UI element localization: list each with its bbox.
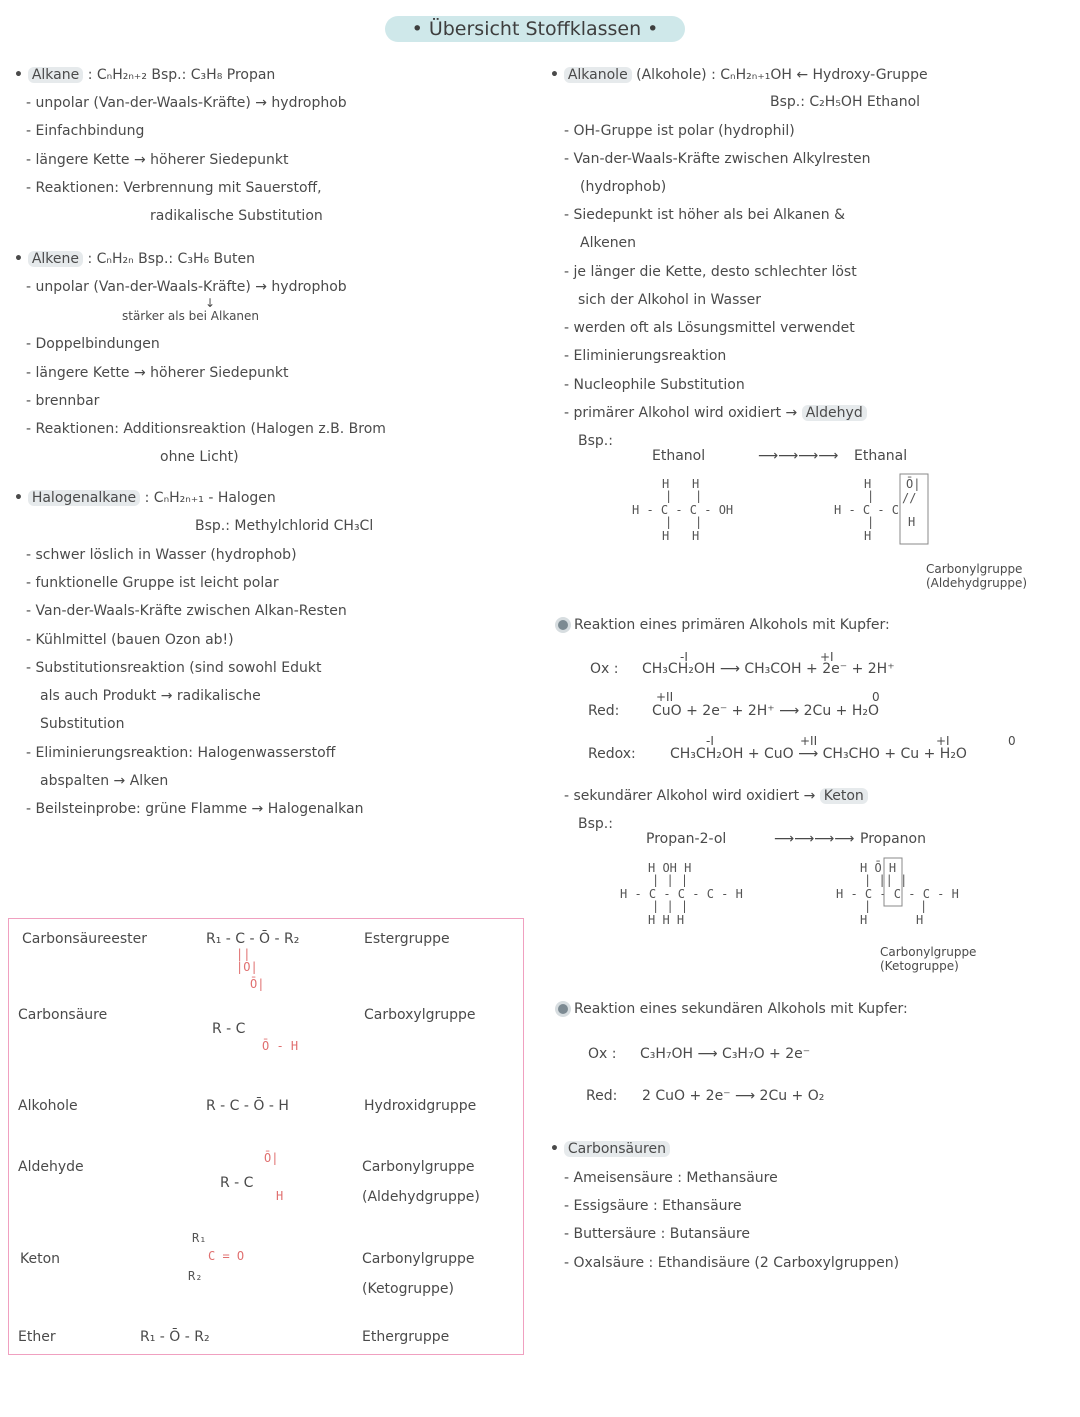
ethanol-structure <box>630 472 750 552</box>
alkane-line-5: radikalische Substitution <box>150 208 323 224</box>
svg-text:H: H <box>864 529 872 543</box>
row-aldehyde-group: Carbonylgruppe <box>362 1159 475 1175</box>
svg-text:H: H <box>692 529 700 543</box>
alkanole-heading-row: • Alkanole (Alkohole) : CₙH₂ₙ₊₁OH ← Hydroxy-Gruppe <box>550 67 928 83</box>
reaction2-heading: Reaktion eines sekundären Alkohols mit Kupfer: <box>558 1000 908 1018</box>
row-keton-group-sub: (Ketogruppe) <box>362 1281 454 1297</box>
row-ester-double-o: || |O| <box>236 947 258 974</box>
alkene-formula: : CₙH₂ₙ Bsp.: C₃H₆ Buten <box>87 251 255 267</box>
halogen-example: Bsp.: Methylchlorid CH₃Cl <box>195 518 374 534</box>
halogen-line-2: - funktionelle Gruppe ist leicht polar <box>26 575 279 591</box>
acids-heading-row: • Carbonsäuren <box>550 1140 670 1158</box>
row-keton-group: Carbonylgruppe <box>362 1251 475 1267</box>
svg-text:H - C - C - C - H: H - C - C - C - H <box>620 887 743 901</box>
alkane-line-1: - unpolar (Van-der-Waals-Kräfte) → hydrophob <box>26 95 347 111</box>
alkene-heading: Alkene <box>28 251 83 267</box>
reaction1-heading: Reaktion eines primären Alkohols mit Kupfer: <box>558 616 890 634</box>
alkanole-primary-product: Aldehyd <box>802 405 867 421</box>
alkene-line-4: - längere Kette → höherer Siedepunkt <box>26 365 289 381</box>
alkane-line-4: - Reaktionen: Verbrennung mit Sauerstoff, <box>26 180 322 196</box>
alkene-line-1: - unpolar (Van-der-Waals-Kräfte) → hydrophob <box>26 279 347 295</box>
row-acid-name: Carbonsäure <box>18 1007 108 1023</box>
alkane-formula: : CₙH₂ₙ₊₂ Bsp.: C₃H₈ Propan <box>87 67 276 83</box>
svg-text://: // <box>902 491 917 505</box>
secondary-text: - sekundärer Alkohol wird oxidiert → <box>564 788 816 804</box>
secondary-arrow: ⟶⟶⟶⟶ <box>774 831 855 847</box>
svg-text:H: H <box>662 477 670 491</box>
alkane-line-3: - längere Kette → höherer Siedepunkt <box>26 152 289 168</box>
ethanol-label: Ethanol <box>652 448 706 464</box>
row-aldehyde-group-sub: (Aldehydgruppe) <box>362 1189 480 1205</box>
svg-text:| | |: | | | <box>652 873 689 887</box>
halogen-line-6: als auch Produkt → radikalische <box>40 688 261 704</box>
reaction1-red: CuO + 2e⁻ + 2H⁺ ⟶ 2Cu + H₂O <box>652 703 879 719</box>
row-aldehyde-top: Ō| <box>264 1151 279 1165</box>
alkane-heading: Alkane <box>28 67 83 83</box>
secondary-bsp: Bsp.: <box>578 816 613 832</box>
reaction1-oxnum-3: +II <box>656 690 674 704</box>
svg-text:H - C - C - OH: H - C - C - OH <box>632 503 734 517</box>
row-acid-bottom: Ō - H <box>262 1039 299 1053</box>
alkene-line-2: stärker als bei Alkanen <box>122 309 260 323</box>
alkene-line-6: - Reaktionen: Additionsreaktion (Halogen z.B. Brom <box>26 421 386 437</box>
row-alcohol-formula: R - C - Ō - H <box>206 1098 289 1114</box>
propan-2-ol-label: Propan-2-ol <box>646 831 727 847</box>
ethanal-carbonyl-note: Carbonylgruppe <box>926 562 1023 576</box>
reaction1-redox-label: Redox: <box>588 746 636 762</box>
row-ether-group: Ethergruppe <box>362 1329 450 1345</box>
halogen-line-9: abspalten → Alken <box>40 773 169 789</box>
propan-2-ol-structure <box>618 856 758 936</box>
svg-text:| || |: | || | <box>864 873 908 887</box>
svg-text:H H H: H H H <box>648 913 685 927</box>
alkene-heading-row: • Alkene : CₙH₂ₙ Bsp.: C₃H₆ Buten <box>14 251 255 267</box>
svg-text:H: H <box>860 913 868 927</box>
svg-text:H: H <box>916 913 924 927</box>
alkanole-heading: Alkanole <box>564 67 632 83</box>
alkanole-line-3: (hydrophob) <box>580 179 667 195</box>
reaction1-ox-label: Ox : <box>590 661 619 677</box>
reaction1-oxnum-8: 0 <box>1008 734 1016 748</box>
reaction1-red-label: Red: <box>588 703 620 719</box>
acids-item-2: - Essigsäure : Ethansäure <box>564 1198 742 1214</box>
reaction1-oxnum-4: 0 <box>872 690 880 704</box>
svg-text:H: H <box>662 529 670 543</box>
alkanole-line-2: - Van-der-Waals-Kräfte zwischen Alkylresten <box>564 151 871 167</box>
svg-text:Ō|: Ō| <box>906 477 921 491</box>
halogen-line-4: - Kühlmittel (bauen Ozon ab!) <box>26 632 234 648</box>
svg-text:H: H <box>908 515 916 529</box>
propanon-label: Propanon <box>860 831 926 847</box>
svg-text:| | |: | | | <box>652 899 689 913</box>
alkanole-line-8: - werden oft als Lösungsmittel verwendet <box>564 320 855 336</box>
alkanole-primary: - primärer Alkohol wird oxidiert → <box>564 405 798 421</box>
svg-text:H: H <box>864 477 872 491</box>
row-ester-group: Estergruppe <box>364 931 450 947</box>
svg-text:H OH H: H OH H <box>648 861 692 875</box>
alkene-line-3: - Doppelbindungen <box>26 336 160 352</box>
ethanal-structure <box>832 472 932 552</box>
row-aldehyde-name: Aldehyde <box>18 1159 84 1175</box>
svg-text:|: | <box>864 899 872 913</box>
propanon-note: Carbonylgruppe <box>880 945 977 959</box>
svg-text:|: | <box>695 489 703 503</box>
svg-text:|: | <box>665 489 673 503</box>
svg-text:H - C - C: H - C - C <box>834 503 900 517</box>
row-ether-name: Ether <box>18 1329 56 1345</box>
halogen-line-5: - Substitutionsreaktion (sind sowohl Edukt <box>26 660 322 676</box>
alkanole-line-1: - OH-Gruppe ist polar (hydrophil) <box>564 123 795 139</box>
reaction1-redox: CH₃CH₂OH + CuO ⟶ CH₃CHO + Cu + H₂O <box>670 746 967 762</box>
alkanole-line-10: - Nucleophile Substitution <box>564 377 745 393</box>
reaction2-ox: C₃H₇OH ⟶ C₃H₇O + 2e⁻ <box>640 1046 811 1062</box>
alkanole-formula: : CₙH₂ₙ₊₁OH ← Hydroxy-Gruppe <box>711 67 928 83</box>
secondary-row <box>564 787 868 805</box>
row-keton-r2: R₂ <box>188 1269 203 1283</box>
halogen-heading-row: • Halogenalkane : CₙH₂ₙ₊₁ - Halogen <box>14 490 276 506</box>
row-aldehyde-bottom: H <box>276 1189 284 1203</box>
svg-text:|: | <box>867 489 875 503</box>
acids-item-1: - Ameisensäure : Methansäure <box>564 1170 778 1186</box>
row-acid-group: Carboxylgruppe <box>364 1007 476 1023</box>
halogen-formula: : CₙH₂ₙ₊₁ - Halogen <box>144 490 276 506</box>
acids-item-3: - Buttersäure : Butansäure <box>564 1226 750 1242</box>
bullet-icon <box>558 620 568 630</box>
row-ether-formula: R₁ - Ō - R₂ <box>140 1329 210 1345</box>
acids-item-4: - Oxalsäure : Ethandisäure (2 Carboxylgruppen) <box>564 1255 900 1271</box>
svg-text:|: | <box>695 515 703 529</box>
halogen-line-7: Substitution <box>40 716 125 732</box>
row-alcohol-name: Alkohole <box>18 1098 78 1114</box>
alkanole-primary-row <box>564 404 867 422</box>
reaction1-oxnum-6: +II <box>800 734 818 748</box>
alkanole-line-4: - Siedepunkt ist höher als bei Alkanen & <box>564 207 846 223</box>
alkane-line-2: - Einfachbindung <box>26 123 145 139</box>
halogen-line-8: - Eliminierungsreaktion: Halogenwasserstoff <box>26 745 336 761</box>
row-keton-c: C = O <box>208 1249 245 1263</box>
acids-heading: Carbonsäuren <box>564 1141 670 1157</box>
alkanole-line-5: Alkenen <box>580 235 637 251</box>
reaction2-red-label: Red: <box>586 1088 618 1104</box>
alkanole-line-6: - je länger die Kette, desto schlechter löst <box>564 264 857 280</box>
page-title: • Übersicht Stoffklassen • <box>385 16 685 42</box>
halogen-line-3: - Van-der-Waals-Kräfte zwischen Alkan-Resten <box>26 603 347 619</box>
secondary-product: Keton <box>820 788 868 804</box>
alkanole-paren: (Alkohole) <box>636 67 707 83</box>
alkene-line-5: - brennbar <box>26 393 100 409</box>
halogen-heading: Halogenalkane <box>28 490 140 506</box>
svg-text:|: | <box>920 899 928 913</box>
ethanal-label: Ethanal <box>854 448 908 464</box>
halogen-line-1: - schwer löslich in Wasser (hydrophob) <box>26 547 297 563</box>
propanon-note2: (Ketogruppe) <box>880 959 959 973</box>
reaction1-oxnum-7: +I <box>936 734 950 748</box>
svg-text:H: H <box>692 477 700 491</box>
reaction-arrow: ⟶⟶⟶⟶ <box>758 448 839 464</box>
svg-text:H Ō H: H Ō H <box>860 861 897 875</box>
propanon-structure <box>834 856 974 936</box>
row-acid-top: Ō| <box>250 977 265 991</box>
reaction1-oxnum-1: -I <box>680 650 688 664</box>
bullet-icon <box>558 1004 568 1014</box>
reaction2-red: 2 CuO + 2e⁻ ⟶ 2Cu + O₂ <box>642 1088 825 1104</box>
ethanal-carbonyl-note2: (Aldehydgruppe) <box>926 576 1028 590</box>
alkanole-line-9: - Eliminierungsreaktion <box>564 348 727 364</box>
alkanole-example: Bsp.: C₂H₅OH Ethanol <box>770 94 921 110</box>
reaction1-oxnum-2: +I <box>820 650 834 664</box>
svg-text:|: | <box>867 515 875 529</box>
svg-text:|: | <box>665 515 673 529</box>
reaction1-oxnum-5: -I <box>706 734 714 748</box>
reaction2-ox-label: Ox : <box>588 1046 617 1062</box>
row-alcohol-group: Hydroxidgruppe <box>364 1098 477 1114</box>
alkanole-bsp: Bsp.: <box>578 433 613 449</box>
svg-text:H - C - C - C - H: H - C - C - C - H <box>836 887 959 901</box>
alkanole-line-7: sich der Alkohol in Wasser <box>578 292 762 308</box>
alkane-heading-row: • Alkane : CₙH₂ₙ₊₂ Bsp.: C₃H₈ Propan <box>14 67 276 83</box>
alkene-line-7: ohne Licht) <box>160 449 239 465</box>
halogen-line-10: - Beilsteinprobe: grüne Flamme → Halogenalkan <box>26 801 364 817</box>
alkene-arrow-down: ↓ <box>205 296 216 310</box>
reaction1-ox: CH₃CH₂OH ⟶ CH₃COH + 2e⁻ + 2H⁺ <box>642 661 895 677</box>
row-keton-name: Keton <box>20 1251 61 1267</box>
row-ester-formula: R₁ - C - Ō - R₂ <box>206 931 300 947</box>
row-ester-name: Carbonsäureester <box>22 931 148 947</box>
row-aldehyde-formula: R - C <box>220 1175 254 1191</box>
row-keton-r1: R₁ <box>192 1231 207 1245</box>
row-acid-formula: R - C <box>212 1021 246 1037</box>
